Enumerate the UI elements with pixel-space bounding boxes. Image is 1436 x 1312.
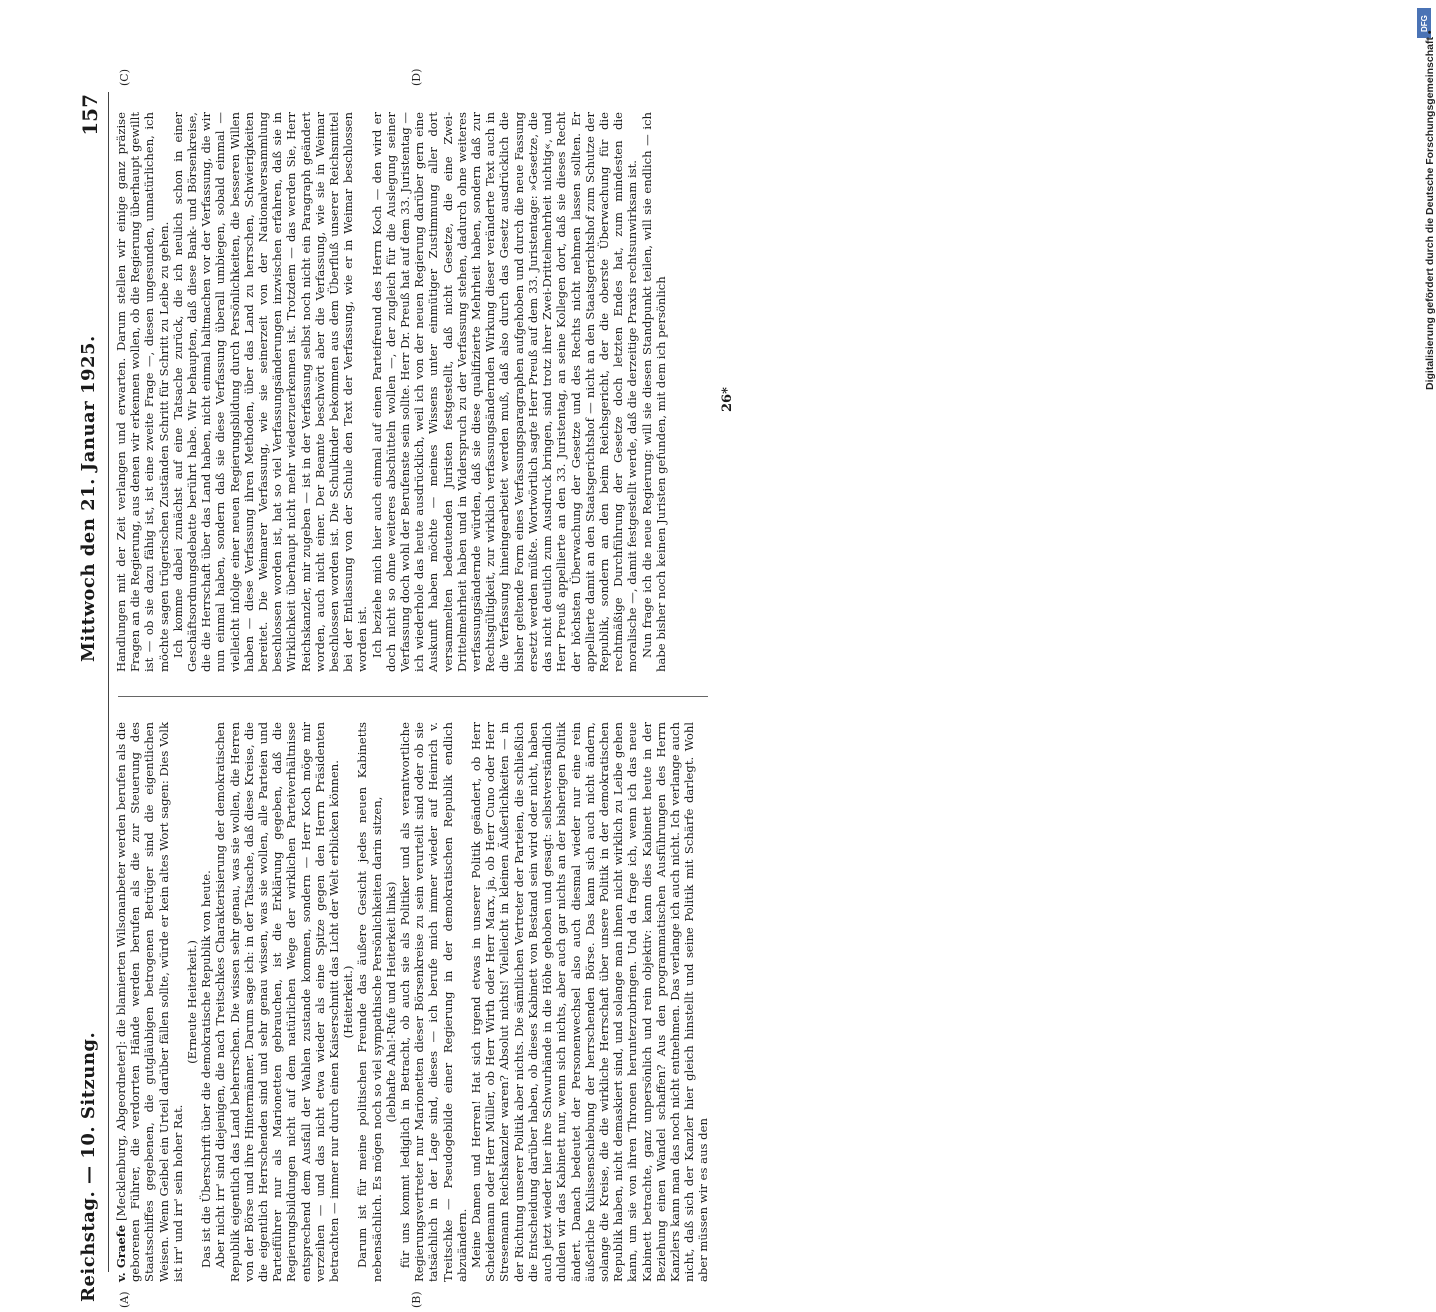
scanned-page <box>70 64 742 1312</box>
interjection: (lebhafte Aha!-Rufe und Heiterkeit links) <box>383 881 398 1123</box>
header-session: Reichstag. — 10. Sitzung. <box>78 1031 99 1302</box>
margin-mark-d: (D) <box>410 68 423 86</box>
page-number: 157 <box>78 94 102 136</box>
paragraph: Ich komme dabei zunächst auf eine Tatsache zurück, die ich neulich schon in einer Geschäftsordnungsdebatte berührt habe. Wir behaupten, daß diese Bank- und Börsenkreise, die die Herrschaft über das Land haben, nicht einmal haltmachen vor der Verfassung, die wir nun einmal haben, sondern daß sie diese Verfassung überall umbiegen, sobald einmal — vielleicht infolge einer neuen Regierungsbildung durch Persönlichkeiten, die besseren Willen haben — diese Verfassung ihren Methoden, über das Land zu herrschen, Schwierigkeiten bereitet. Die Weimarer Verfassung, wie sie seinerzeit von der Nationalversammlung beschlossen worden ist, hat so viel Verfassungsänderungen inzwischen erfahren, daß sie in Wirklichkeit überhaupt nicht mehr wiederzuerkennen ist. Trotzdem — das werden Sie, Herr Reichskanzler, mir zugeben — ist in der Verfassung selbst noch nicht ein Paragraph geändert worden, auch nicht einer. Der Beamte beschwört aber die Verfassung, wie sie in Weimar beschlossen worden ist. Die Schulkinder bekommen aus dem Überfluß unserer Reichsmittel bei der Entlassung von der Schule den Text der Verfassung, wie er in Weimar beschlossen worden ist. <box>170 112 370 672</box>
dfg-logo-text: DFG <box>1420 15 1429 32</box>
column-divider <box>118 696 708 697</box>
paragraph: für uns kommt lediglich in Betracht, ob auch sie als Politiker und als verantwortliche Regierungsvertreter nur Marionetten dieser Börsenkreise zu sein verurteilt sind oder ob sie tatsächlich in der Lage sind, dieses — ich berufe mich immer wieder auf Heinrich v. Treitschke — Pseudogebilde einer Regierung in der demokratischen Republik endlich abzuändern. <box>398 722 469 1282</box>
page-header <box>78 64 108 1312</box>
paragraph: die blamierten Wilsonanbeter werden berufen als die geborenen Führer, die verdorrten Hände werden berufen als die zur Steuerung des Staatsschiffes gegebenen, die gutgläubigen betrogenen Betrüger sind die eigentlichen Weisen. Wenn Geibel ein Urteil darüber fällen sollte, würde er kein altes Wort sagen: Dies Volk ist irr' und irr' sein hoher Rat. <box>114 721 185 1282</box>
interjection: (Heiterkeit.) <box>341 965 356 1039</box>
funding-notice <box>1424 30 1436 390</box>
paragraph: Aber nicht irr' sind diejenigen, die nach Treitschkes Charakterisierung der demokratischen Republik eigentlich das Land beherrschen. Die wissen sehr genau, was sie wollen, die Herren von der Börse und ihre Hintermänner. Darum sage ich: in der Tatsache, daß diese Kreise, die die eigentlich Herrschenden sind und sehr genau wissen, was sie wollen, alle Parteien und Parteiführer nur als Marionetten gebrauchen, ist die Erklärung gegeben, daß die Regierungsbildungen nicht auf dem natürlichen Wege der wirklichen Parteiverhältnisse entsprechend dem Ausfall der Wahlen zustande kommen, sondern — Herr Koch möge mir verzeihen — und das nicht etwa wieder als eine Spitze gegen den Herrn Präsidenten betrachten — immer nur durch einen Kaiserschnitt das Licht der Welt erblicken können. <box>213 722 342 1282</box>
paragraph: Handlungen mit der Zeit verlangen und erwarten. Darum stellen wir einige ganz präzise Fragen an die Regierung, aus denen wir erkennen wollen, ob die Regierung überhaupt gewillt ist — ob sie dazu fähig ist, ist eine zweite Frage —, diesen ungesunden, unnatürlichen, ich möchte sagen trügerischen Zuständen Schritt für Schritt zu Leibe zu gehen. <box>114 112 171 672</box>
funding-notice-text: Digitalisierung gefördert durch die Deutsche Forschungsgemeinschaft <box>1424 37 1436 390</box>
margin-mark-a: (A) <box>118 1291 131 1308</box>
speaker-note: [Mecklenburg, Abgeordneter]: <box>114 1040 128 1222</box>
funding-notice-separator: • <box>1424 30 1436 35</box>
paragraph: Meine Damen und Herren! Hat sich irgend etwas in unserer Politik geändert, ob Herr Scheidemann oder Herr Müller, ob Herr Wirth oder Herr Marx, ja, ob Herr Cuno oder Herr Stresemann Reichskanzler waren? Absolut nichts! Vielleicht in kleinen Äußerlichkeiten — in der Richtung unserer Politik aber nichts. Die sämtlichen Vertreter der Parteien, die schließlich die Entscheidung darüber haben, ob dieses Kabinett von Bestand sein wird oder nicht, haben auch jetzt wieder hier ihre Schwurhände in die Höhe gehoben und gesagt: selbstverständlich dulden wir das Kabinett nur, wenn sich nichts, aber auch gar nichts an der bisherigen Politik ändert. Danach bedeutet der Personenwechsel also auch diesmal wieder nur eine rein äußerliche Kulissenschiebung der herrschenden Börse. Das kann sich auch nicht ändern, solange die Kreise, die die wirkliche Herrschaft über unsere Politik in der demokratischen Republik haben, nicht demaskiert sind, und solange man ihnen nicht wirklich zu Leibe gehen kann, um sie von ihren Thronen herunterzubringen. Und da frage ich, wenn ich das neue Kabinett betrachte, ganz unpersönlich und rein objektiv: kann dies Kabinett heute in der Beziehung einen Wandel schaffen? Aus den programmatischen Ausführungen des Herrn Kanzlers kann man das noch nicht entnehmen. Das verlange ich auch nicht. Ich verlange auch nicht, daß sich der Kanzler hier gleich hinstellt und seine Politik mit Schärfe darlegt. Wohl aber müssen wir es aus den <box>469 722 711 1282</box>
paragraph: Nun frage ich die neue Regierung: will sie diesen Standpunkt teilen, will sie endlich — ich habe bisher noch keinen Juristen gefunden, mit dem ich persönlich <box>639 112 668 672</box>
margin-mark-c: (C) <box>118 69 131 86</box>
paragraph: Ich beziehe mich hier auch einmal auf einen Parteifreund des Herrn Koch — den wird er doch nicht so ohne weiteres abschütteln wollen —, der zugleich für die Auslegung seiner Verfassung doch wohl der Berufenste sein sollte. Herr Dr. Preuß hat auf dem 33. Juristentag — ich wiederhole das heute ausdrücklich, weil ich von der neuen Regierung darüber gern eine Auskunft haben möchte — meines Wissens unter einmütiger Zustimmung aller dort versammelten bedeutenden Juristen festgestellt, daß nicht Gesetze, die eine Zwei-Drittelmehrheit haben und in Widerspruch zu der Verfassung stehen, dadurch ohne weiteres verfassungsändernde würden, daß sie diese qualifizierte Mehrheit haben, sondern daß zur Rechtsgültigkeit, zur wirklich verfassungsändernden Wirkung dieser veränderte Text auch in die Verfassung hineingearbeitet werden muß, daß also durch das Gesetz ausdrücklich die bisher geltende Form eines Verfassungsparagraphen aufgehoben und durch die neue Fassung ersetzt werden müßte. Wortwörtlich sagte Herr Preuß auf dem 33. Juristentage: »Gesetze, die das nicht deutlich zum Ausdruck bringen, sind trotz ihrer Zwei-Drittelmehrheit nichtig«, und Herr Preuß appellierte an den 33. Juristentag, an seine Kollegen dort, daß sie dieses Recht der höchsten Überwachung der Gesetze und des Rechts nicht nehmen lassen sollten. Er appellierte damit an den Staatsgerichtshof — nicht an den Staatsgerichtshof zum Schutze der Republik, sondern an den beim Reichsgericht, der die oberste Überwachung für die rechtmäßige Durchführung der Gesetze doch letzten Endes hat, zum mindesten die moralische —, damit festgestellt werde, daß die derzeitige Praxis rechtsunwirksam ist. <box>369 112 640 672</box>
text-column-right <box>114 112 714 672</box>
margin-mark-b: (B) <box>410 1291 423 1308</box>
paragraph: Darum ist für meine politischen Freunde das äußere Gesicht jedes neuen Kabinetts nebensächlich. Es mögen noch so viel sympathische Persönlichkeiten darin sitzen, <box>355 722 384 1282</box>
interjection: (Erneute Heiterkeit.) <box>185 940 200 1064</box>
header-date: Mittwoch den 21. Januar 1925. <box>78 335 99 662</box>
text-column-left <box>114 722 714 1282</box>
signature-mark: 26* <box>720 387 735 412</box>
header-rule <box>108 92 109 1272</box>
speaker-name: v. Graefe <box>114 1224 128 1282</box>
paragraph: Das ist die Überschrift über die demokratische Republik von heute. <box>199 870 214 1268</box>
